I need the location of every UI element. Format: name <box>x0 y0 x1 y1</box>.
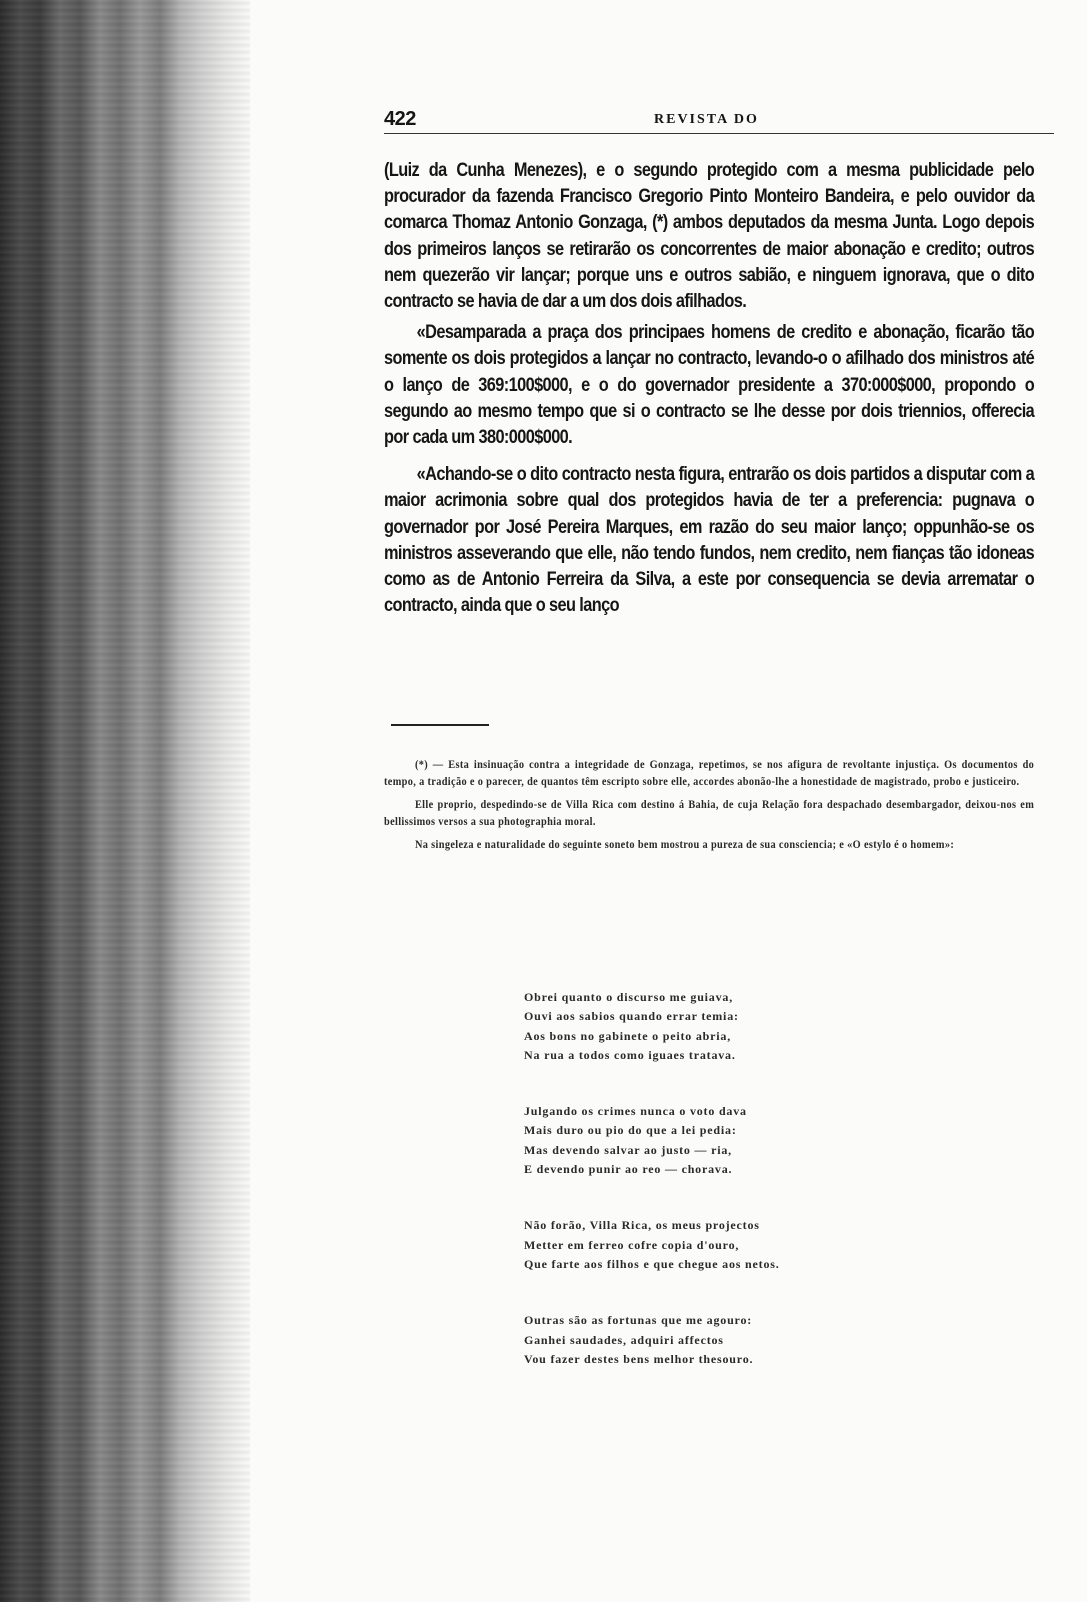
footnotes <box>384 756 1034 859</box>
page-header <box>384 108 1054 132</box>
body-paragraph: «Desamparada a praça dos principaes homens de credito e abonação, ficarão tão somente os dois protegidos a lançar no contracto, levando-o o afilhado dos ministros até o lanço de 369:100$000, e o do governador presidente a 370:000$000, propondo o segundo ao mesmo tempo que si o contracto se lhe desse por dois triennios, offerecia por cada um 380:000$000. <box>384 322 1035 449</box>
poem-line: Outras são as fortunas que me agouro: <box>524 1313 753 1328</box>
poem-line: Na rua a todos como iguaes tratava. <box>524 1047 736 1062</box>
poem-line: Mas devendo salvar ao justo — ria, <box>524 1142 732 1157</box>
footnote-paragraph: Elle proprio, despedindo-se de Villa Rica com destino á Bahia, de cuja Relação fora despachado desembargador, deixou-nos em bellissimos versos a sua photographia moral. <box>384 797 1035 828</box>
poem-line: E devendo punir ao reo — chorava. <box>524 1162 733 1177</box>
sonnet <box>524 988 780 1406</box>
poem-line: Ouvi aos sabios quando errar temia: <box>524 1009 739 1024</box>
footnote-paragraph: (*) — Esta insinuação contra a integridade de Gonzaga, repetimos, se nos afigura de revoltante injustiça. Os documentos do tempo, a tradição e o parecer, de quantos têm escripto sobre elle, accordes abonão-lhe a honestidade de magistrado, probo e justiceiro. <box>384 757 1035 788</box>
body-paragraph: (Luiz da Cunha Menezes), e o segundo protegido com a mesma publicidade pelo procurador da fazenda Francisco Gregorio Pinto Monteiro Bandeira, e pelo ouvidor da comarca Thomaz Antonio Gonzaga, (*) ambos deputados da mesma Junta. Logo depois dos primeiros lanços se retirarão os concorrentes de maior abonação e credito; outros nem quezerão vir lançar; porque uns e outros sabião, e ninguem ignorava, que o dito contracto se havia de dar a um dos dois afilhados. <box>384 160 1035 313</box>
poem-line: Não forão, Villa Rica, os meus projectos <box>524 1218 760 1233</box>
main-text <box>384 158 1035 619</box>
poem-line: Que farte aos filhos e que chegue aos netos. <box>524 1256 780 1271</box>
poem-line: Metter em ferreo cofre copia d'ouro, <box>524 1237 740 1252</box>
poem-line: Aos bons no gabinete o peito abria, <box>524 1028 732 1043</box>
poem-line: Mais duro ou pio do que a lei pedia: <box>524 1123 737 1138</box>
footnote-paragraph: Na singeleza e naturalidade do seguinte soneto bem mostrou a pureza de sua consciencia; e «O estylo é o homem»: <box>414 837 955 851</box>
stanza <box>524 988 780 1065</box>
poem-line: Ganhei saudades, adquiri affectos <box>524 1332 724 1347</box>
stanza <box>524 1311 780 1369</box>
poem-line: Obrei quanto o discurso me guiava, <box>524 990 733 1004</box>
footnote-rule <box>391 724 489 726</box>
running-head: REVISTA DO <box>654 112 759 127</box>
body-paragraph: «Achando-se o dito contracto nesta figura, entrarão os dois partidos a disputar com a maior acrimonia sobre qual dos protegidos havia de ter a preferencia: pugnava o governador por José Pereira Marques, em razão do seu maior lanço; oppunhão-se os ministros asseverando que elle, não tendo fundos, nem credito, nem fianças tão idoneas como as de Antonio Ferreira da Silva, a este por consequencia se devia arrematar o contracto, ainda que o seu lanço <box>384 464 1035 617</box>
poem-line: Vou fazer destes bens melhor thesouro. <box>524 1351 754 1366</box>
book-spine-shadow <box>0 0 250 1602</box>
stanza <box>524 1216 780 1274</box>
poem-line: Julgando os crimes nunca o voto dava <box>524 1104 747 1119</box>
page-number: 422 <box>384 108 416 130</box>
stanza <box>524 1102 780 1179</box>
header-rule <box>384 133 1054 134</box>
